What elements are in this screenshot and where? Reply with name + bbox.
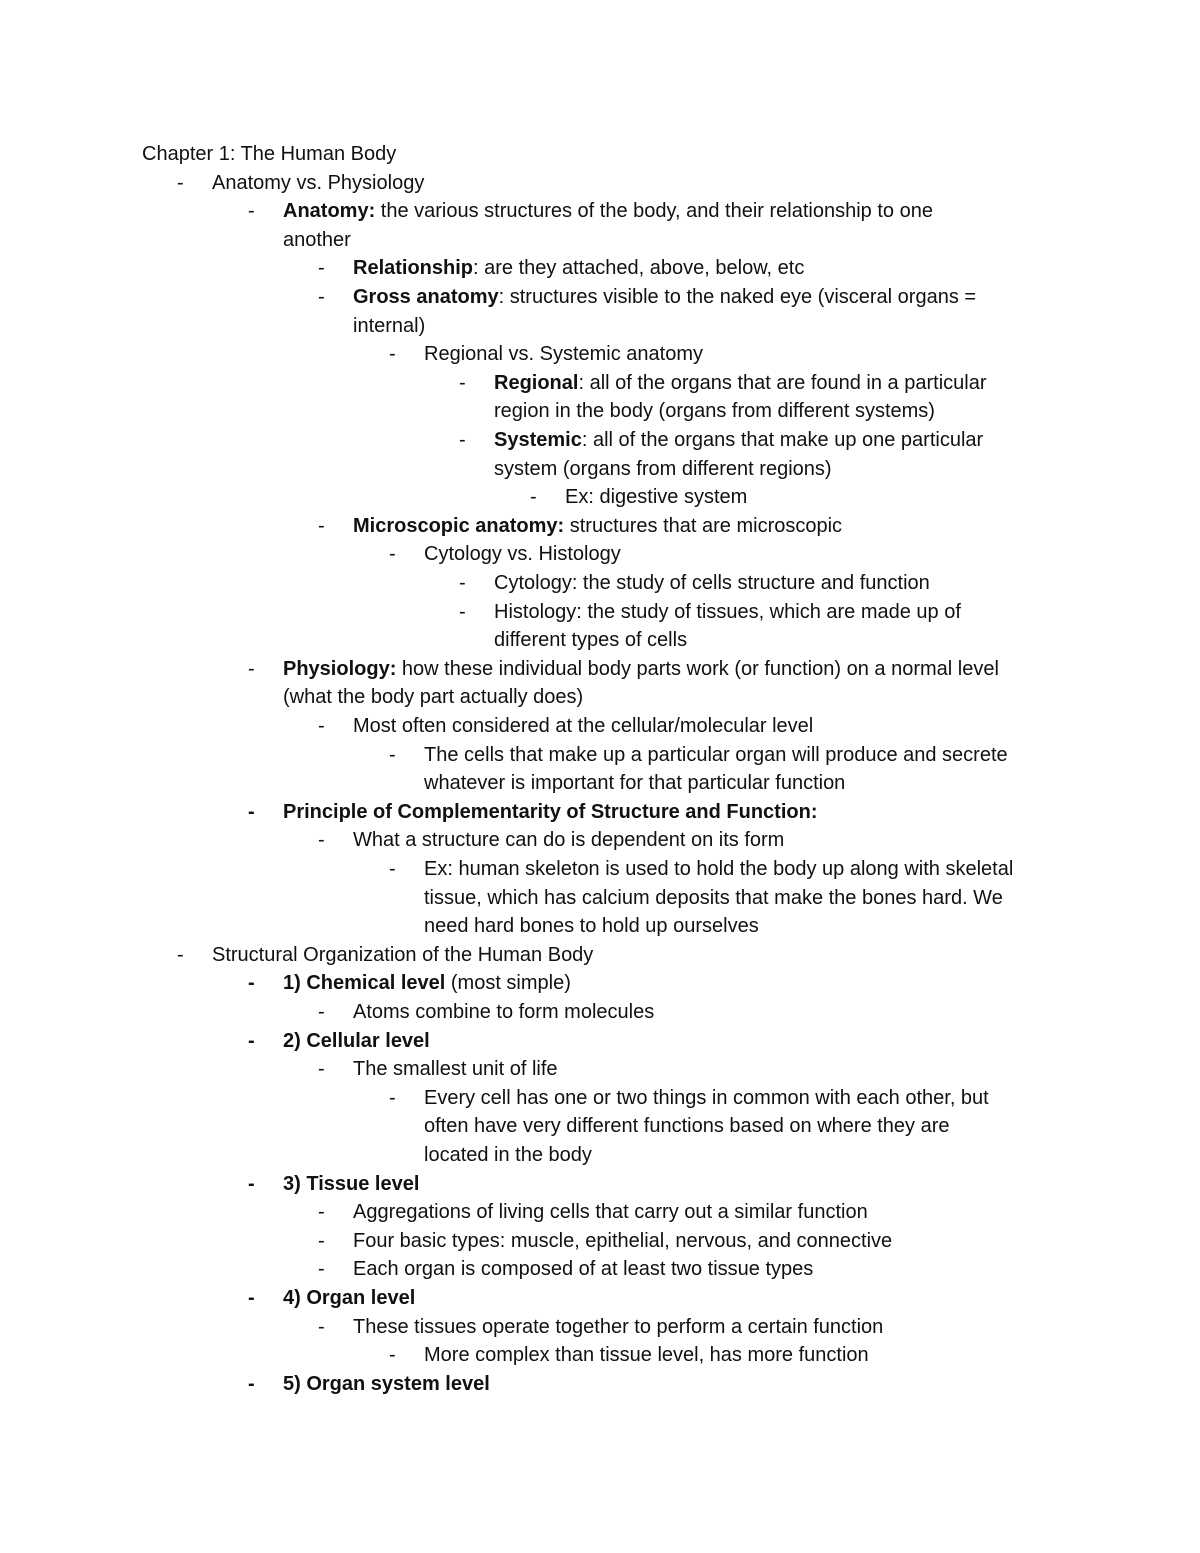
outline-item-text <box>283 655 999 712</box>
outline-item-text <box>494 569 930 598</box>
text-run: how these individual body parts work (or function) on a normal level <box>396 657 999 680</box>
outline-item-text <box>283 1170 419 1199</box>
outline-item <box>530 483 748 512</box>
term-bold: Anatomy: <box>283 200 376 223</box>
bullet-dash: - <box>248 1372 255 1395</box>
outline-item <box>459 569 930 598</box>
outline-item-text <box>283 1370 490 1399</box>
outline-item-text <box>353 1055 558 1084</box>
outline-item-text <box>565 483 747 512</box>
outline-item <box>177 941 594 970</box>
outline-item-text <box>353 512 842 541</box>
outline-item-text <box>283 1284 415 1313</box>
text-run: More complex than tissue level, has more function <box>424 1344 869 1367</box>
text-run: Ex: digestive system <box>565 486 748 509</box>
outline-item-text <box>353 998 654 1027</box>
outline-item <box>459 426 984 483</box>
outline-item <box>248 655 999 712</box>
bullet-dash: - <box>459 600 466 623</box>
bullet-dash: - <box>318 1001 325 1023</box>
outline-item <box>318 826 785 855</box>
outline-item <box>459 598 961 655</box>
bullet-dash: - <box>389 1086 396 1109</box>
bullet-dash: - <box>248 1172 255 1195</box>
chapter-title: Chapter 1: The Human Body <box>142 143 397 165</box>
text-run: Cytology: the study of cells structure and function <box>494 572 930 594</box>
outline-item <box>248 798 818 827</box>
text-run: (most simple) <box>445 972 571 995</box>
bullet-dash: - <box>318 257 325 280</box>
term-bold: 1) Chemical level <box>283 972 446 995</box>
bullet-dash: - <box>318 286 325 308</box>
text-run: : structures visible to the naked eye (visceral organs = <box>498 286 977 308</box>
text-run: Anatomy vs. Physiology <box>212 171 425 194</box>
outline-item-text <box>424 540 621 569</box>
bullet-dash: - <box>248 800 255 823</box>
bullet-dash: - <box>177 171 184 194</box>
outline-item <box>318 712 814 741</box>
continuation-line: another <box>283 228 351 251</box>
outline-item <box>318 512 843 541</box>
bullet-dash: - <box>459 572 466 594</box>
continuation-line: different types of cells <box>494 629 688 652</box>
continuation-line: region in the body (organs from different systems) <box>494 400 935 423</box>
bullet-dash: - <box>318 1229 325 1252</box>
bullet-dash: - <box>389 858 396 880</box>
text-run: : all of the organs that make up one particular <box>581 429 984 451</box>
text-run: Atoms combine to form molecules <box>353 1001 655 1023</box>
term-bold: Systemic <box>494 429 582 451</box>
continuation-line: internal) <box>353 314 426 337</box>
text-run: Every cell has one or two things in common with each other, but <box>424 1086 989 1109</box>
outline-item <box>248 1170 420 1199</box>
term-bold: 4) Organ level <box>283 1287 416 1309</box>
term-bold: Regional <box>494 371 579 394</box>
text-run: Cytology vs. Histology <box>424 543 621 566</box>
outline-item-text <box>424 340 703 369</box>
outline-item <box>177 169 425 198</box>
outline-item-text <box>283 1027 430 1056</box>
outline-item <box>459 369 987 426</box>
outline-item <box>248 1284 416 1313</box>
term-bold: 2) Cellular level <box>283 1029 430 1052</box>
outline-item-text <box>212 941 593 970</box>
continuation-line: system (organs from different regions) <box>494 457 832 480</box>
outline-item-text <box>424 741 1008 798</box>
bullet-dash: - <box>248 657 255 680</box>
outline-item <box>248 969 571 998</box>
term-bold: 5) Organ system level <box>283 1372 490 1395</box>
text-run: the various structures of the body, and their relationship to one <box>375 200 933 223</box>
bullet-dash: - <box>177 943 184 966</box>
bullet-dash: - <box>318 1058 325 1081</box>
text-run: Structural Organization of the Human Body <box>212 943 594 966</box>
term-bold: 3) Tissue level <box>283 1172 420 1195</box>
bullet-dash: - <box>389 743 396 766</box>
bullet-dash: - <box>318 829 325 852</box>
text-run: : are they attached, above, below, etc <box>473 257 805 280</box>
text-run: Four basic types: muscle, epithelial, nervous, and connective <box>353 1229 893 1252</box>
bullet-dash: - <box>318 514 325 537</box>
continuation-line: often have very different functions based on where they are <box>424 1115 950 1138</box>
outline-item-text <box>353 1198 868 1227</box>
outline-item-text <box>212 169 424 198</box>
outline-item-text <box>353 283 976 340</box>
outline-item-text <box>283 969 571 998</box>
outline-item-text <box>353 254 804 283</box>
outline-item-text <box>424 1084 989 1170</box>
outline-item <box>248 1027 430 1056</box>
outline-item-text <box>353 1255 813 1284</box>
outline-item-text <box>353 712 813 741</box>
text-run: : all of the organs that are found in a particular <box>578 371 987 394</box>
bullet-dash: - <box>248 200 255 223</box>
text-run: Ex: human skeleton is used to hold the body up along with skeletal <box>424 858 1014 880</box>
outline-item-text <box>353 1227 892 1256</box>
text-run: The cells that make up a particular organ will produce and secrete <box>424 743 1008 766</box>
outline-item <box>318 1055 558 1084</box>
bullet-dash: - <box>318 1315 325 1338</box>
outline-item-text <box>494 426 983 483</box>
outline-item <box>248 197 933 254</box>
text-run: The smallest unit of life <box>353 1058 558 1081</box>
term-bold: Relationship <box>353 257 474 280</box>
text-run: Each organ is composed of at least two tissue types <box>353 1258 814 1281</box>
term-bold: Gross anatomy <box>353 286 499 308</box>
text-run: Regional vs. Systemic anatomy <box>424 343 704 366</box>
continuation-line: tissue, which has calcium deposits that make the bones hard. We <box>424 886 1003 909</box>
bullet-dash: - <box>389 343 396 366</box>
outline-item-text <box>424 855 1013 941</box>
outline-item <box>389 1084 989 1170</box>
continuation-line: need hard bones to hold up ourselves <box>424 915 759 938</box>
outline-item <box>389 340 704 369</box>
bullet-dash: - <box>248 1287 255 1309</box>
continuation-line: located in the body <box>424 1143 592 1166</box>
bullet-dash: - <box>459 371 466 394</box>
outline-item <box>389 540 621 569</box>
outline-item <box>318 1198 868 1227</box>
outline-item <box>389 855 1014 941</box>
term-bold: Microscopic anatomy: <box>353 514 565 537</box>
bullet-dash: - <box>248 1029 255 1052</box>
term-bold: Physiology: <box>283 657 397 680</box>
outline-item-text <box>353 1313 883 1342</box>
bullet-dash: - <box>318 1201 325 1224</box>
outline-item <box>318 254 805 283</box>
continuation-line: (what the body part actually does) <box>283 686 584 709</box>
outline-item <box>318 283 977 340</box>
outline-item-text <box>283 798 817 827</box>
bullet-dash: - <box>389 1344 396 1367</box>
bullet-dash: - <box>318 1258 325 1281</box>
continuation-line: whatever is important for that particular function <box>424 772 846 795</box>
outline-item-text <box>494 598 961 655</box>
outline-item <box>318 1313 884 1342</box>
outline-item <box>318 998 655 1027</box>
text-run: Aggregations of living cells that carry out a similar function <box>353 1201 868 1224</box>
outline-item <box>389 741 1008 798</box>
text-run: Most often considered at the cellular/molecular level <box>353 715 814 737</box>
outline-item-text <box>353 826 784 855</box>
text-run: structures that are microscopic <box>564 514 843 537</box>
text-run: These tissues operate together to perform a certain function <box>353 1315 884 1338</box>
bullet-dash: - <box>389 543 396 566</box>
outline-item <box>248 1370 490 1399</box>
term-bold: Principle of Complementarity of Structure and Function: <box>283 800 818 823</box>
text-run: Histology: the study of tissues, which are made up of <box>494 600 961 623</box>
outline-item-text <box>494 369 986 426</box>
outline-item <box>318 1227 893 1256</box>
outline-item <box>318 1255 814 1284</box>
bullet-dash: - <box>459 429 466 451</box>
outline-item <box>389 1341 869 1370</box>
outline-item-text <box>424 1341 869 1370</box>
text-run: What a structure can do is dependent on its form <box>353 829 785 852</box>
outline-item-text <box>283 197 933 254</box>
bullet-dash: - <box>530 486 537 509</box>
bullet-dash: - <box>248 972 255 995</box>
bullet-dash: - <box>318 715 325 737</box>
